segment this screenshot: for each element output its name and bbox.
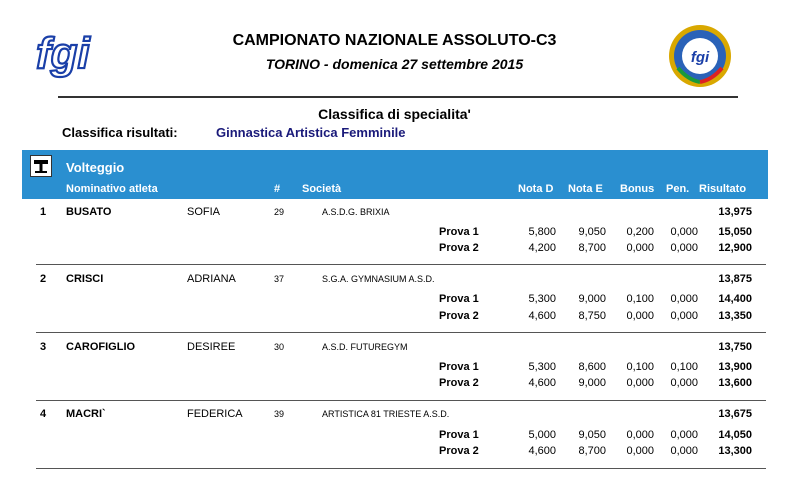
trial-d: 5,800: [528, 226, 556, 238]
trial-bonus: 0,200: [626, 226, 654, 238]
trial-e: 8,750: [578, 310, 606, 322]
athlete-rank: 1: [40, 206, 47, 218]
trial-d: 4,600: [528, 310, 556, 322]
trial-e: 8,600: [578, 361, 606, 373]
trial-label: Prova 2: [439, 377, 479, 389]
trial-result: 13,900: [718, 361, 752, 373]
trial-e: 8,700: [578, 445, 606, 457]
column-score-e: Nota E: [568, 183, 603, 195]
athlete-number: 39: [274, 409, 285, 419]
column-score-d: Nota D: [518, 183, 554, 195]
trial-penalty: 0,000: [670, 445, 698, 457]
trial-penalty: 0,000: [670, 310, 698, 322]
trial-penalty: 0,000: [670, 242, 698, 254]
athlete-total: 13,875: [718, 273, 752, 285]
trial-result: 13,350: [718, 310, 752, 322]
athlete-rank: 4: [40, 408, 47, 420]
trial-penalty: 0,000: [670, 293, 698, 305]
trial-e: 8,700: [578, 242, 606, 254]
athlete-total: 13,975: [718, 206, 752, 218]
trial-bonus: 0,000: [626, 310, 654, 322]
athlete-club: S.G.A. GYMNASIUM A.S.D.: [322, 274, 435, 284]
athlete-surname: BUSATO: [66, 206, 112, 218]
column-club: Società: [302, 183, 342, 195]
column-athlete: Nominativo atleta: [66, 183, 158, 195]
athlete-club: ARTISTICA 81 TRIESTE A.S.D.: [322, 409, 450, 419]
trial-result: 13,300: [718, 445, 752, 457]
row-divider: [36, 468, 766, 469]
federation-seal: [668, 24, 732, 88]
trial-d: 5,300: [528, 361, 556, 373]
athlete-surname: MACRI`: [66, 408, 106, 420]
trial-label: Prova 2: [439, 310, 479, 322]
seal-text: fgi: [690, 49, 710, 66]
trial-result: 14,400: [718, 293, 752, 305]
column-penalty: Pen.: [666, 183, 690, 195]
fgi-logo-text: fgi: [36, 29, 90, 78]
trial-result: 15,050: [718, 226, 752, 238]
trial-penalty: 0,000: [670, 226, 698, 238]
athlete-surname: CAROFIGLIO: [66, 341, 136, 353]
trial-label: Prova 1: [439, 226, 479, 238]
column-bonus: Bonus: [620, 183, 655, 195]
trial-bonus: 0,000: [626, 377, 654, 389]
trial-label: Prova 1: [439, 429, 479, 441]
trial-label: Prova 1: [439, 293, 479, 305]
athlete-club: A.S.D.G. BRIXIA: [322, 207, 390, 217]
trial-bonus: 0,000: [626, 445, 654, 457]
trial-d: 4,200: [528, 242, 556, 254]
athlete-name: DESIREE: [187, 341, 236, 353]
row-divider: [36, 400, 766, 401]
trial-bonus: 0,100: [626, 361, 654, 373]
athlete-rank: 3: [40, 341, 47, 353]
results-label: Classifica risultati:: [62, 125, 178, 140]
row-divider: [36, 264, 766, 265]
page-subtitle: TORINO - domenica 27 settembre 2015: [265, 56, 524, 72]
trial-e: 9,000: [578, 377, 606, 389]
vault-icon: [30, 155, 52, 177]
trial-d: 5,300: [528, 293, 556, 305]
trial-e: 9,050: [578, 429, 606, 441]
column-number: #: [274, 183, 281, 195]
trial-result: 13,600: [718, 377, 752, 389]
trial-penalty: 0,000: [670, 429, 698, 441]
trial-d: 5,000: [528, 429, 556, 441]
athlete-number: 29: [274, 207, 285, 217]
trial-result: 12,900: [718, 242, 752, 254]
trial-bonus: 0,000: [626, 429, 654, 441]
trial-penalty: 0,000: [670, 377, 698, 389]
trial-label: Prova 1: [439, 361, 479, 373]
athlete-number: 30: [274, 342, 285, 352]
athlete-club: A.S.D. FUTUREGYM: [322, 342, 408, 352]
athlete-total: 13,675: [718, 408, 752, 420]
trial-label: Prova 2: [439, 242, 479, 254]
section-heading: Classifica di specialita': [318, 106, 471, 122]
column-result: Risultato: [699, 183, 747, 195]
row-divider: [36, 332, 766, 333]
page-title: CAMPIONATO NAZIONALE ASSOLUTO-C3: [232, 32, 557, 49]
athlete-rank: 2: [40, 273, 47, 285]
trial-bonus: 0,100: [626, 293, 654, 305]
athlete-name: SOFIA: [187, 206, 221, 218]
athlete-total: 13,750: [718, 341, 752, 353]
trial-result: 14,050: [718, 429, 752, 441]
athlete-name: ADRIANA: [187, 273, 236, 285]
trial-d: 4,600: [528, 377, 556, 389]
apparatus-title: Volteggio: [66, 160, 125, 175]
trial-e: 9,050: [578, 226, 606, 238]
trial-bonus: 0,000: [626, 242, 654, 254]
trial-d: 4,600: [528, 445, 556, 457]
athlete-name: FEDERICA: [187, 408, 243, 420]
trial-penalty: 0,100: [670, 361, 698, 373]
trial-label: Prova 2: [439, 445, 479, 457]
results-value: Ginnastica Artistica Femminile: [216, 125, 406, 140]
header-divider: [58, 96, 738, 98]
athlete-number: 37: [274, 274, 285, 284]
trial-e: 9,000: [578, 293, 606, 305]
athlete-surname: CRISCI: [66, 273, 104, 285]
